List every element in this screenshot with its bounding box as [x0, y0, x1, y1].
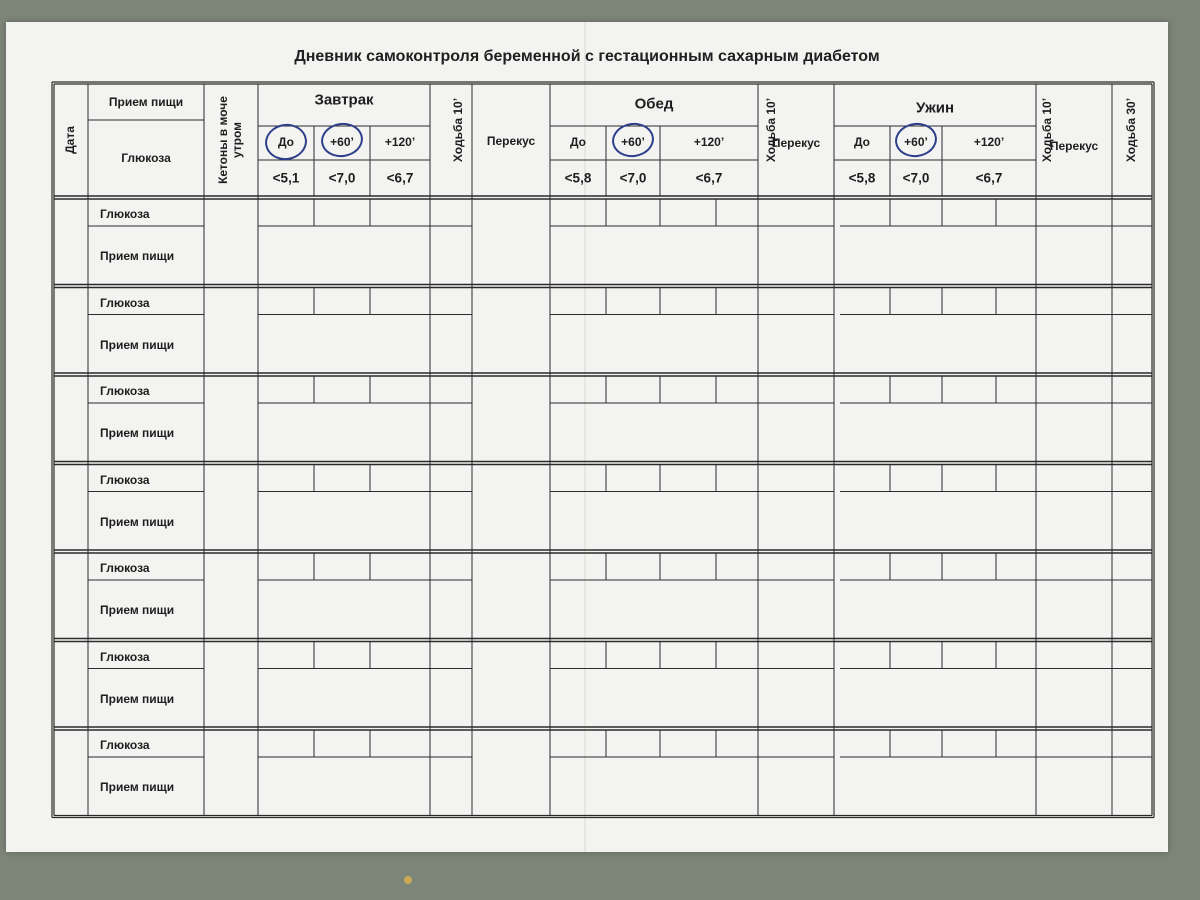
norm-60: <7,0	[328, 170, 356, 186]
meal-name-header: Ужин	[915, 99, 955, 117]
plus120-header: +120’	[973, 135, 1005, 149]
norm-120: <6,7	[975, 170, 1003, 186]
row-glucose-label: Глюкоза	[100, 472, 150, 487]
row-meal-label: Прием пищи	[100, 603, 175, 617]
row-glucose-label: Глюкоза	[100, 738, 150, 752]
walk-30-header: Ходьба 30’	[1124, 97, 1139, 163]
date-header: Дата	[63, 126, 78, 154]
plus60-header: +60’	[904, 135, 928, 149]
meal-name-header: Обед	[634, 95, 674, 113]
norm-120: <6,7	[386, 170, 414, 186]
row-meal-label: Прием пищи	[100, 249, 175, 263]
meal-header: Прием пищи	[108, 95, 184, 109]
page-title: Дневник самоконтроля беременной с гестационным сахарным диабетом	[294, 48, 880, 65]
plus120-header: +120’	[384, 135, 416, 149]
row-glucose-label: Глюкоза	[100, 384, 150, 398]
plus60-header: +60’	[621, 135, 645, 149]
before-meal-header: До	[569, 135, 587, 149]
row-glucose-label: Глюкоза	[100, 207, 150, 221]
before-meal-header: До	[853, 135, 871, 149]
walk-10-header: Ходьба 10’	[451, 97, 466, 163]
norm-60: <7,0	[619, 170, 647, 186]
walk-10-header: Ходьба 10’	[1040, 97, 1055, 163]
row-glucose-label: Глюкоза	[100, 295, 150, 310]
row-meal-label: Прием пищи	[100, 691, 175, 706]
before-meal-header: До	[277, 135, 295, 149]
row-glucose-label: Глюкоза	[100, 561, 150, 575]
norm-before: <5,8	[848, 170, 876, 186]
row-glucose-label: Глюкоза	[100, 649, 150, 664]
row-meal-label: Прием пищи	[100, 514, 175, 529]
norm-before: <5,8	[564, 170, 592, 186]
row-meal-label: Прием пищи	[100, 780, 175, 794]
norm-before: <5,1	[272, 170, 300, 186]
snack-header: Перекус	[1049, 139, 1099, 153]
plus120-header: +120’	[693, 135, 725, 149]
diary-sheet	[6, 22, 1168, 852]
meal-name-header: Завтрак	[314, 91, 374, 109]
row-meal-label: Прием пищи	[100, 426, 175, 440]
snack-header: Перекус	[486, 134, 536, 148]
norm-60: <7,0	[902, 170, 930, 186]
glucose-header: Глюкоза	[121, 151, 171, 165]
snack-header: Перекус	[771, 136, 821, 150]
norm-120: <6,7	[695, 170, 723, 186]
row-meal-label: Прием пищи	[100, 337, 175, 352]
plus60-header: +60’	[330, 135, 354, 149]
walk-10-header: Ходьба 10’	[764, 97, 779, 163]
crumb-speck	[404, 876, 412, 884]
ketones-header: Кетоны в моче утром	[216, 96, 244, 184]
